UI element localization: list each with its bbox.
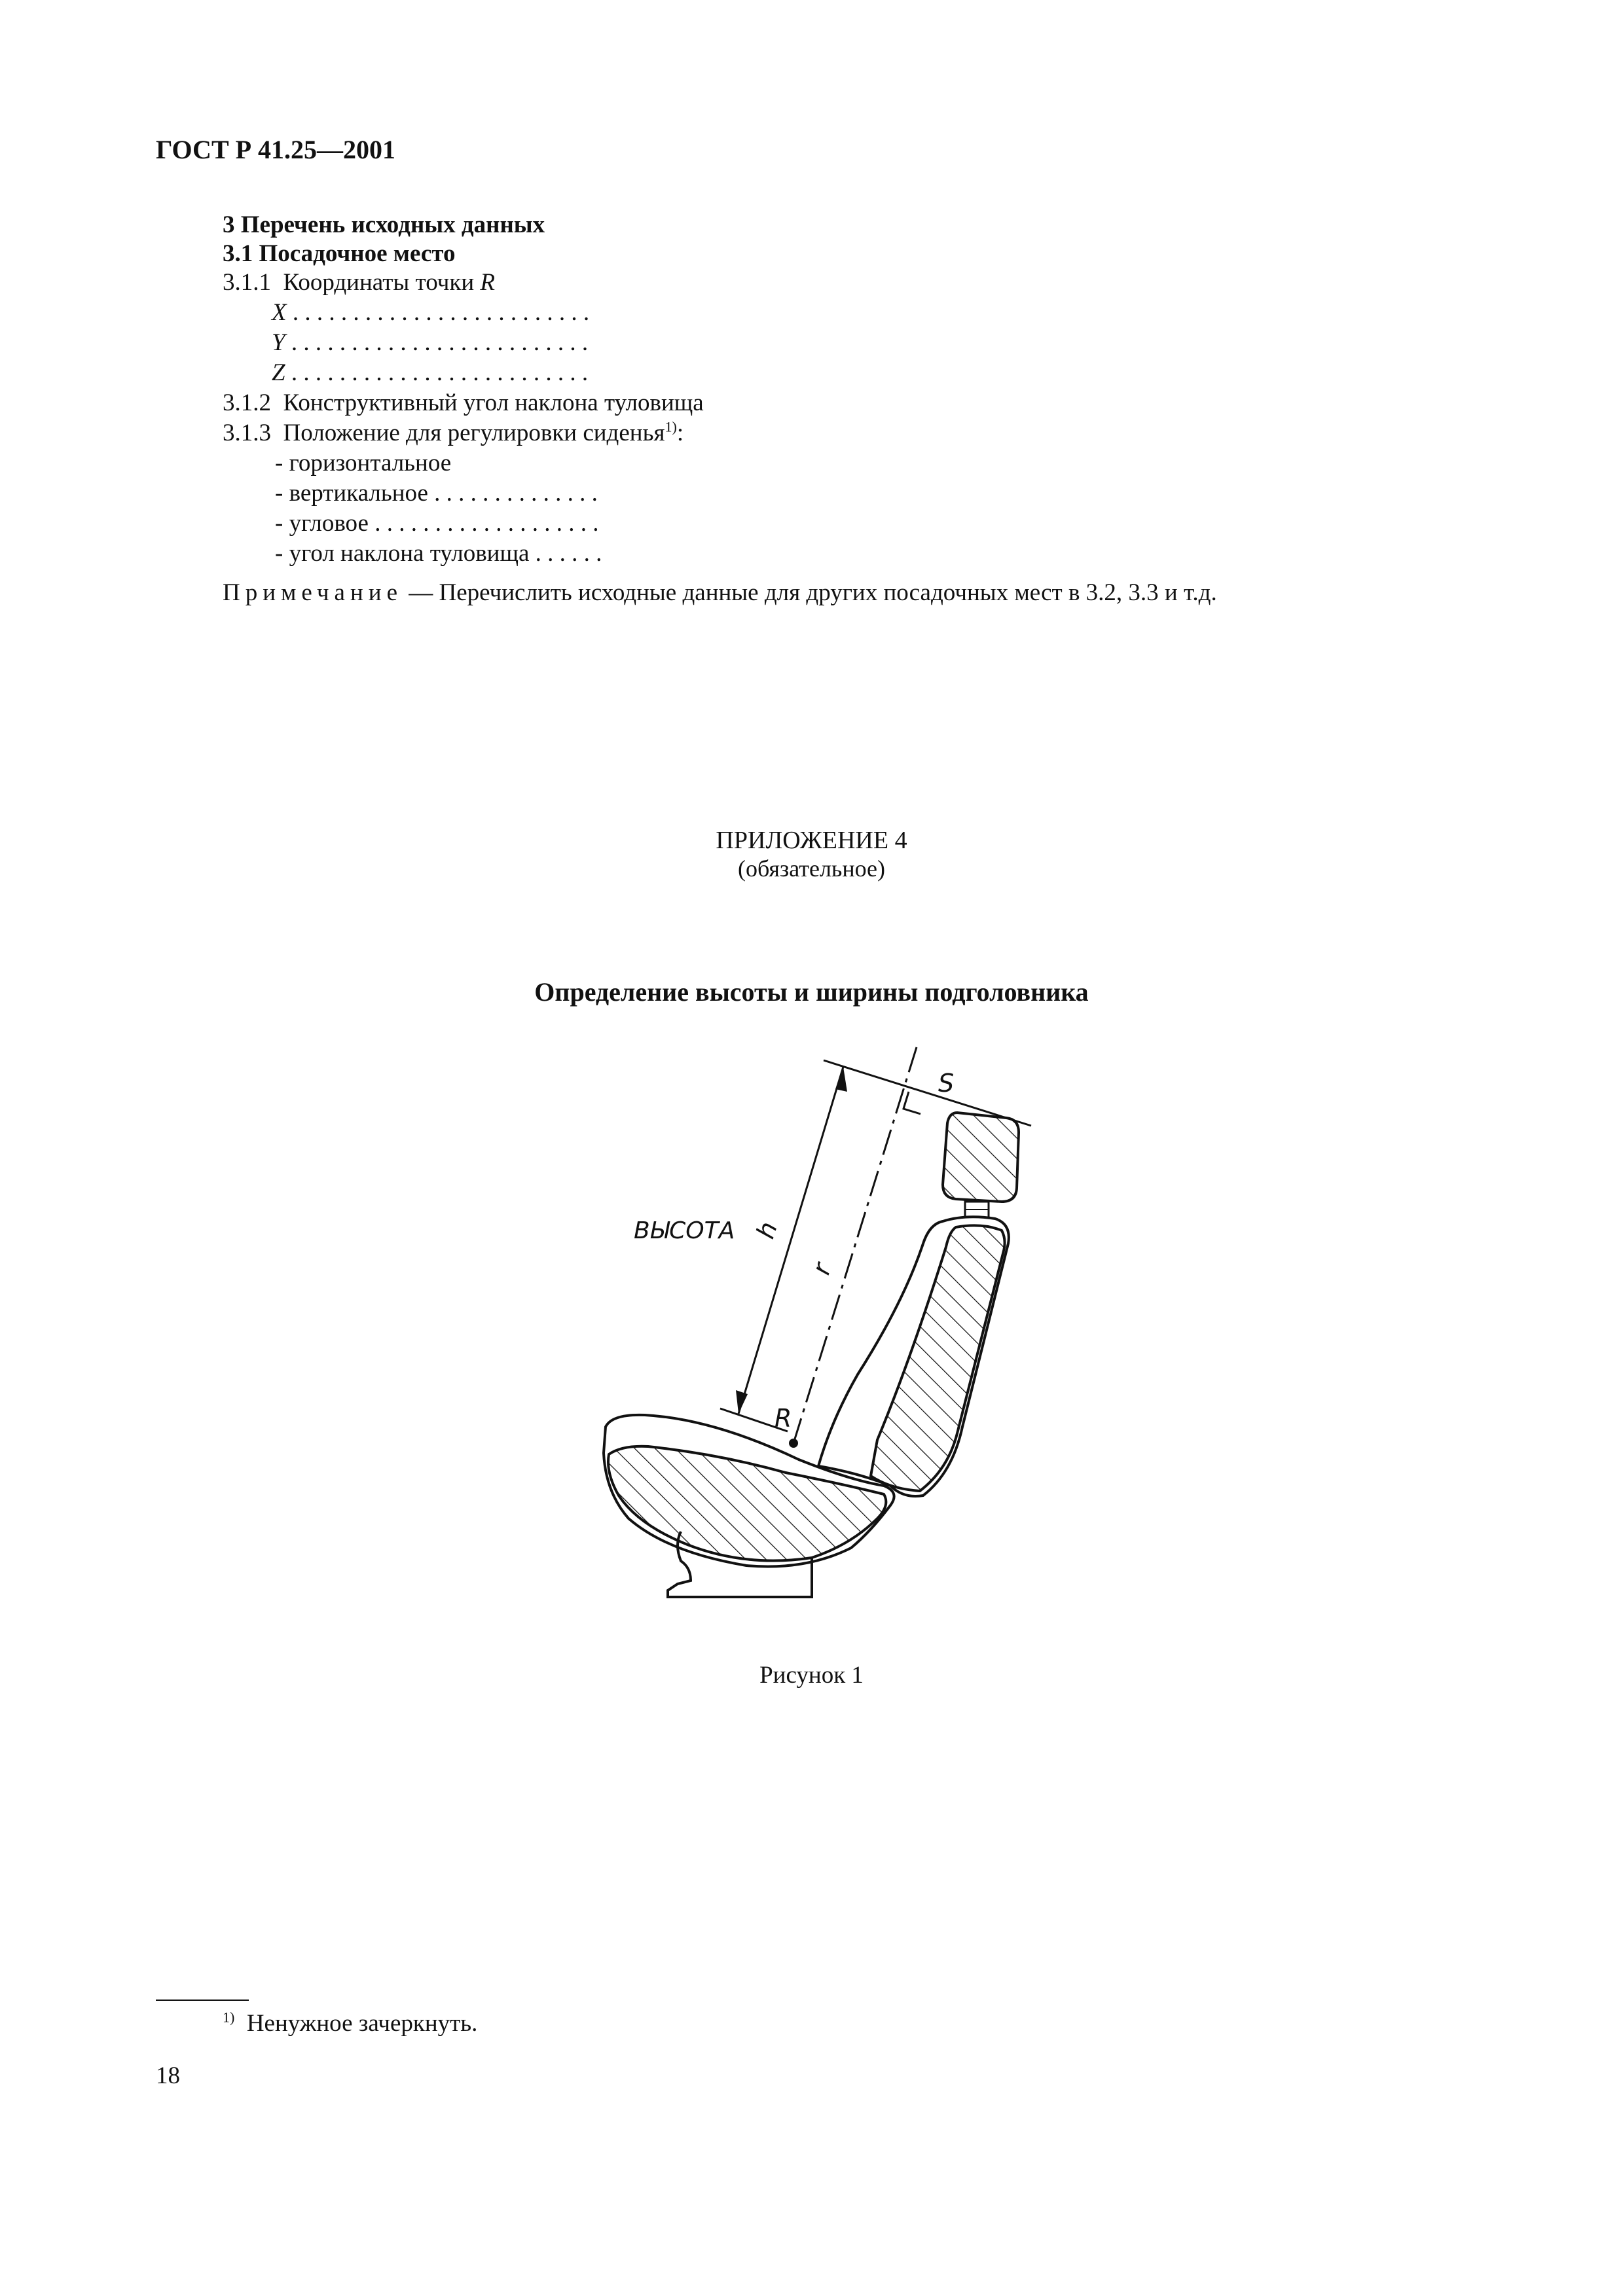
document-header: ГОСТ Р 41.25—2001 [156,135,396,164]
item-text: Конструктивный угол наклона туловища [283,389,704,416]
footnote-rule [156,2000,249,2001]
r-point-label: R [775,1404,792,1433]
leader-dots: . . . . . . . . . . . . . . [434,480,598,507]
adjust-item-text: - вертикальное [275,480,428,507]
height-label: ВЫСОТА [634,1217,735,1244]
section-heading: 3 Перечень исходных данных [223,211,545,238]
footnote-mark: 1) [223,2009,235,2026]
coord-letter: Z [272,359,285,386]
headrest [943,1113,1019,1202]
coord-letter: X [272,299,287,326]
page-number: 18 [156,2062,180,2089]
leader-dots: . . . . . . . . . . . . . . . . . . . . . . . . . [291,359,589,386]
height-dimension-line [739,1067,843,1414]
footnote-text: Ненужное зачеркнуть. [246,2010,478,2037]
footnote [223,2009,477,2037]
adjust-item-text: - горизонтальное [275,450,452,476]
h-label: h [750,1218,784,1242]
point-label: R [480,269,495,296]
appendix-title: ПРИЛОЖЕНИЕ 4 [716,827,907,854]
arrowhead-bottom [736,1390,748,1414]
right-angle-marker [903,1092,921,1114]
appendix-subtitle: (обязательное) [738,855,885,882]
leader-dots: . . . . . . . . . . . . . . . . . . . . . . . . . [292,299,590,326]
colon: : [676,420,684,446]
coord-letter: Y [272,329,285,356]
note-text: — Перечислить исходные данные для других посадочных мест в 3.2, 3.3 и т.д. [409,579,1217,606]
appendix-heading: Определение высоты и ширины подголовника [534,977,1089,1007]
subsection-heading: 3.1 Посадочное место [223,240,456,267]
item-number: 3.1.1 [223,269,271,296]
s-label: S [938,1069,955,1098]
leader-dots: . . . . . . . . . . . . . . . . . . . [374,510,599,537]
r-label: r [806,1259,837,1278]
note-label: Примечание [223,579,403,606]
footnote-ref: 1) [665,418,677,435]
adjust-item-text: - угол наклона туловища [275,540,530,567]
figure-caption: Рисунок 1 [759,1662,864,1689]
item-number: 3.1.2 [223,389,271,416]
item-number: 3.1.3 [223,420,271,446]
item-text: Координаты точки [283,269,475,296]
adjust-item-text: - угловое [275,510,369,537]
r-point [789,1439,798,1448]
leader-dots: . . . . . . . . . . . . . . . . . . . . . . . . . [291,329,589,356]
item-text: Положение для регулировки сиденья [283,420,665,446]
leader-dots: . . . . . . [535,540,602,567]
